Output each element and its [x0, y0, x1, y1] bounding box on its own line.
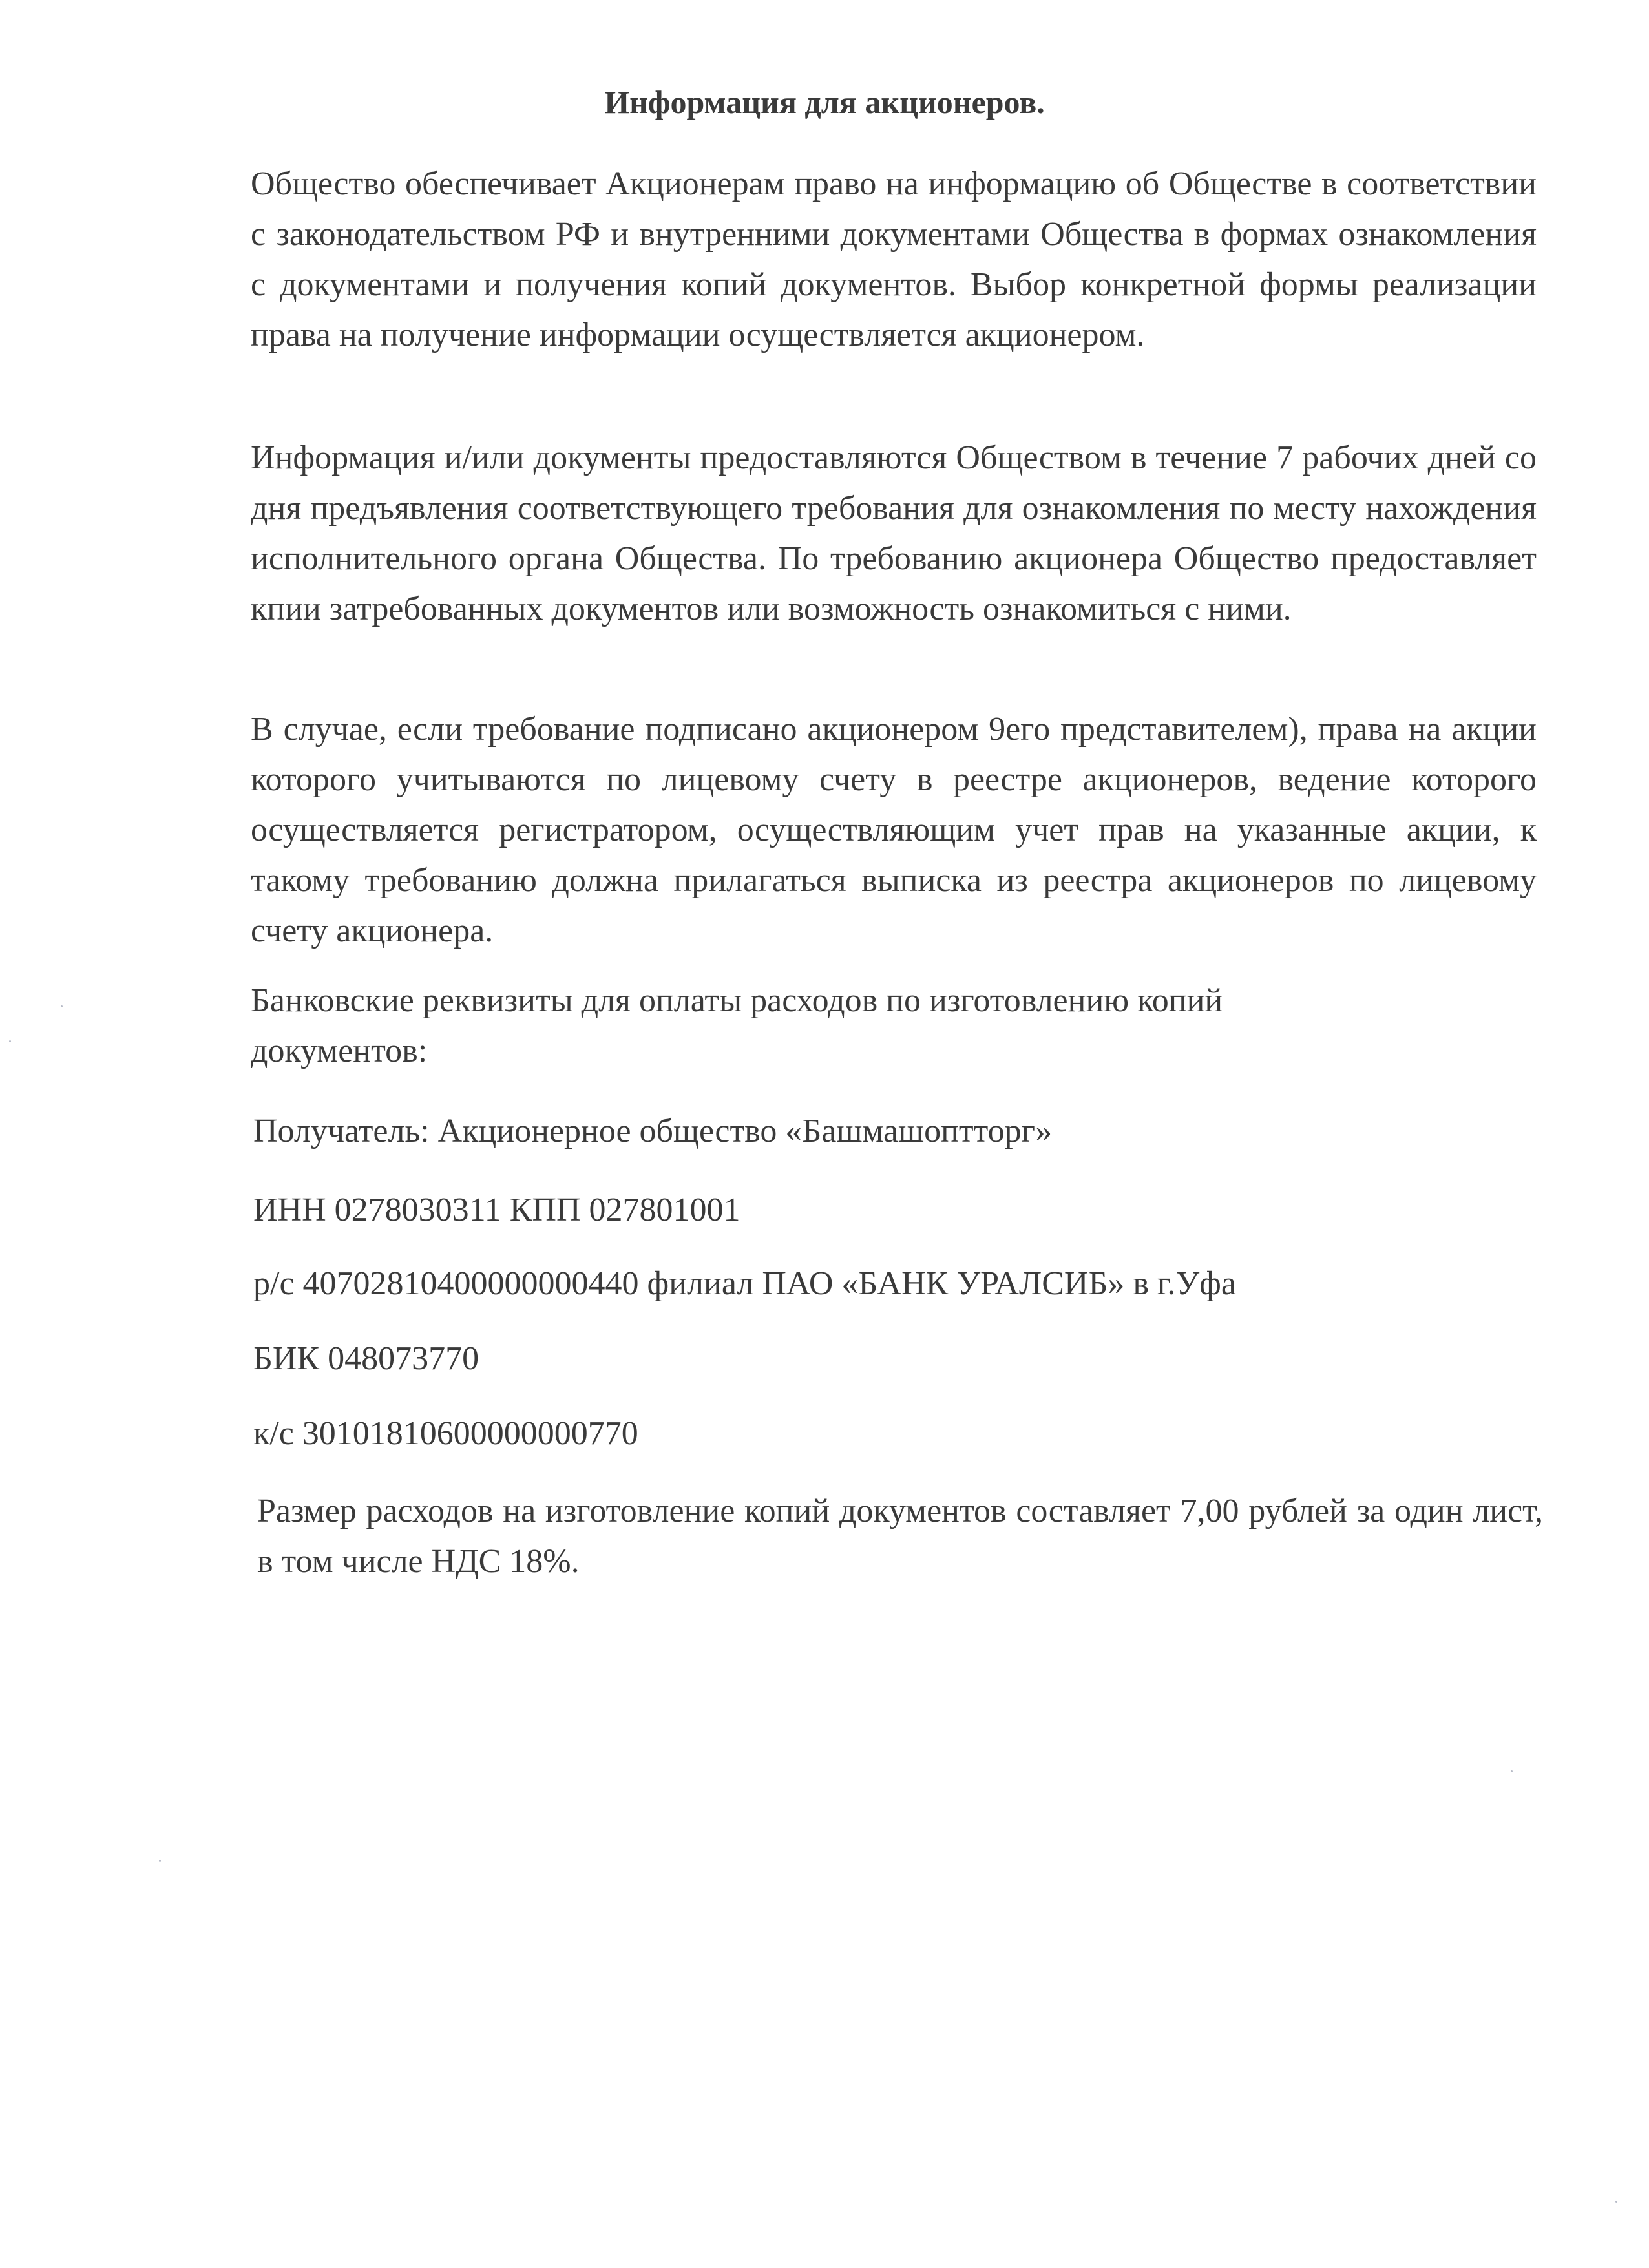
paragraph-information-rights: Общество обеспечивает Акционерам право на информацию об Обществе в соответствии с законодательством РФ и внутренними документами Общества в формах ознакомления с документами и получения копий документов. Выбор конкретной формы реализации права на получение информации осуществляется акционером. [251, 165, 1537, 353]
document-title: Информация для акционеров. [604, 84, 1045, 120]
scan-speck [1511, 1770, 1513, 1772]
paragraph-provision-terms: Информация и/или документы предоставляются Обществом в течение 7 рабочих дней со дня предъявления соответствующего требования для ознакомления по месту нахождения исполнительного органа Общества. По требованию акционера Общество предоставляет кпии затребованных документов или возможность ознакомиться с ними. [251, 439, 1537, 627]
scan-speck [61, 1005, 63, 1007]
scan-speck [9, 1040, 11, 1042]
scan-speck [1615, 2201, 1617, 2203]
paragraph-bank-details-intro: Банковские реквизиты для оплаты расходов по изготовлению копий документов: [251, 982, 1223, 1069]
requisite-bik: БИК 048073770 [253, 1340, 479, 1377]
paragraph-registry-extract: В случае, если требование подписано акционером 9его представителем), права на акции которого учитываются по лицевому счету в реестре акционеров, ведение которого осуществляется регистратором, осуществляющим учет прав на указанные акции, к такому требованию должна прилагаться выписка из реестра акционеров по лицевому счету акционера. [251, 711, 1537, 949]
requisite-account: р/с 40702810400000000440 филиал ПАО «БАНК УРАЛСИБ» в г.Уфа [253, 1265, 1236, 1302]
scan-speck [159, 1860, 161, 1862]
paragraph-cost-note: Размер расходов на изготовление копий документов составляет 7,00 рублей за один лист, в том числе НДС 18%. [257, 1493, 1543, 1580]
requisite-recipient: Получатель: Акционерное общество «Башмашоптторг» [253, 1113, 1052, 1150]
requisite-corr-account: к/с 30101810600000000770 [253, 1415, 638, 1452]
requisite-inn-kpp: ИНН 0278030311 КПП 027801001 [253, 1192, 740, 1228]
